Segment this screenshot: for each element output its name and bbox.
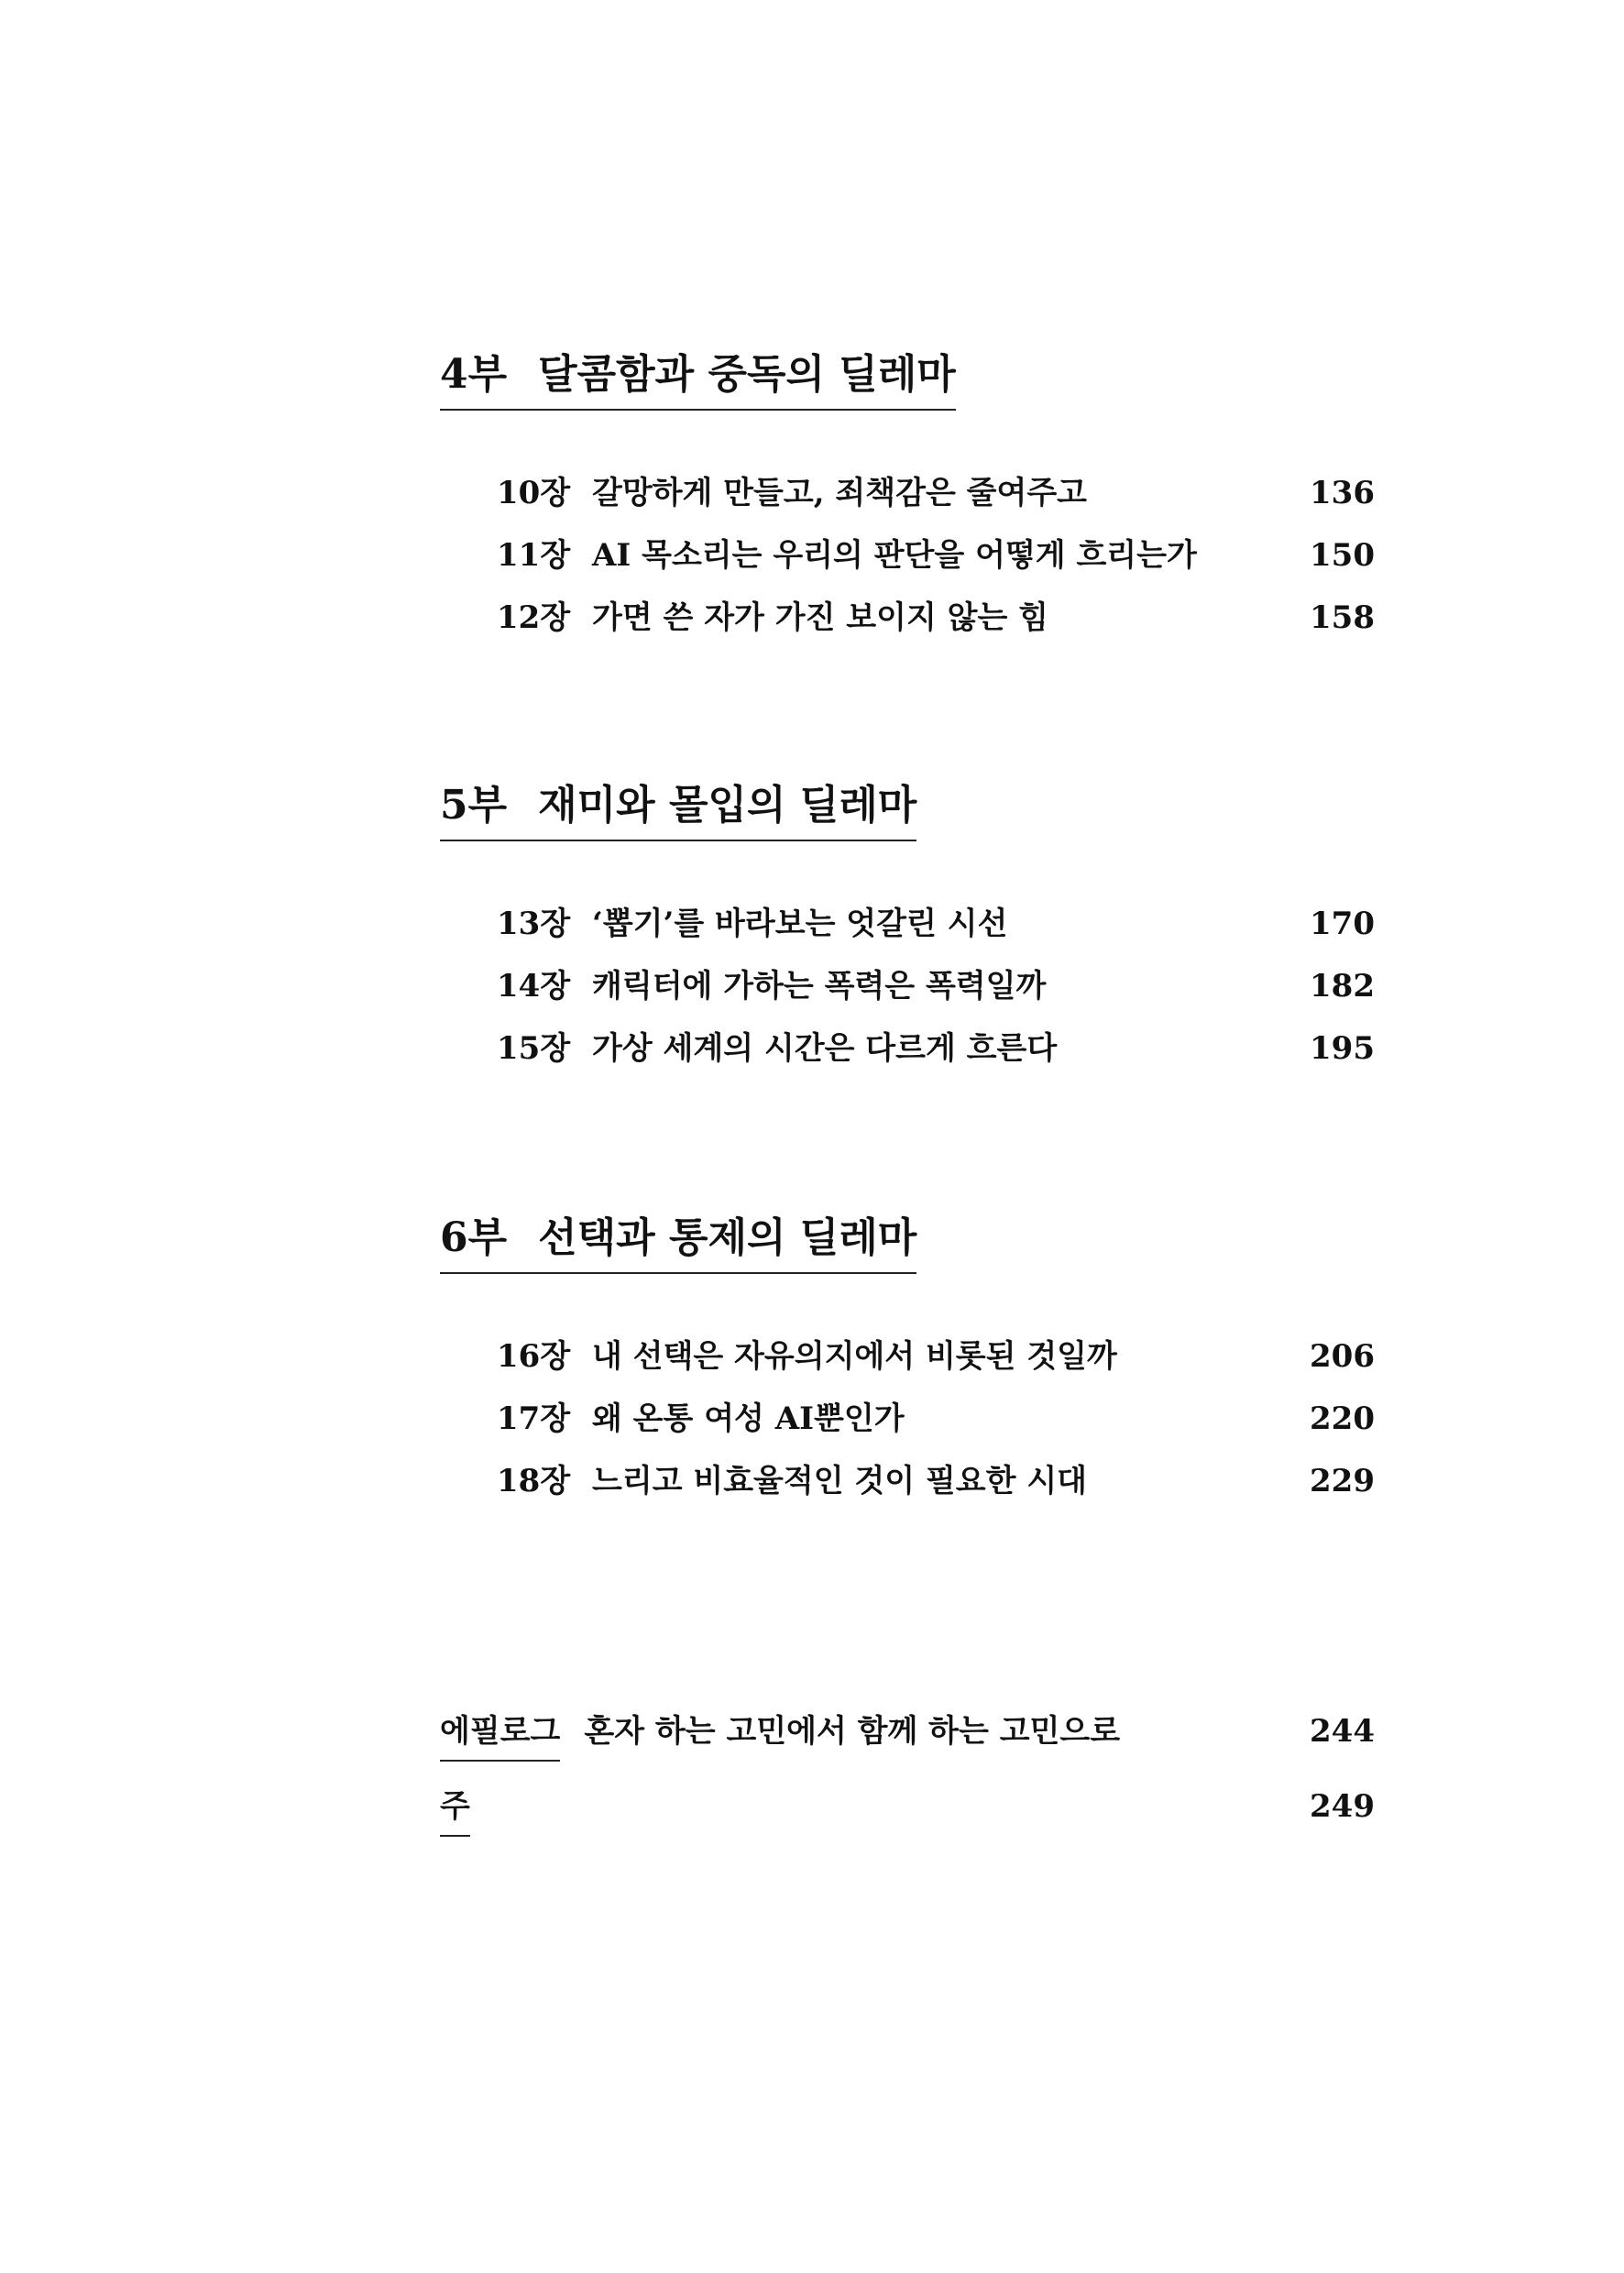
part-6-section [440, 1210, 1375, 1512]
chapter-list [440, 1325, 1375, 1512]
chapter-title: 왜 온통 여성 AI뿐인가 [592, 1400, 905, 1437]
chapter-title: 캐릭터에 가하는 폭력은 폭력일까 [592, 968, 1047, 1005]
chapter-number: 14장 [497, 968, 571, 1005]
chapter-entry[interactable] [497, 893, 1375, 955]
chapter-title: 가면 쓴 자가 가진 보이지 않는 힘 [592, 599, 1048, 636]
epilogue-title: 혼자 하는 고민에서 함께 하는 고민으로 [584, 1713, 1121, 1750]
chapter-title: ‘뽑기’를 바라보는 엇갈린 시선 [592, 906, 1008, 942]
chapter-list [440, 462, 1375, 649]
chapter-title: 갈망하게 만들고, 죄책감은 줄여주고 [592, 475, 1088, 511]
notes-entry[interactable] [440, 1782, 1375, 1837]
chapter-entry[interactable] [497, 462, 1375, 524]
part-title: 재미와 몰입의 딜레마 [538, 782, 917, 829]
chapter-entry[interactable] [497, 524, 1375, 587]
chapter-entry[interactable] [497, 1325, 1375, 1388]
part-number: 4부 [440, 351, 508, 398]
chapter-entry[interactable] [497, 1388, 1375, 1450]
chapter-title: AI 목소리는 우리의 판단을 어떻게 흐리는가 [592, 537, 1197, 574]
chapter-entry[interactable] [497, 1450, 1375, 1512]
epilogue-page-number: 244 [1310, 1713, 1375, 1750]
part-heading [440, 777, 916, 841]
chapter-number: 15장 [497, 1030, 571, 1067]
chapter-page-number: 206 [1310, 1338, 1375, 1375]
chapter-title: 내 선택은 자유의지에서 비롯된 것일까 [592, 1338, 1117, 1375]
epilogue-label: 에필로그 [440, 1707, 560, 1762]
chapter-page-number: 229 [1310, 1463, 1375, 1499]
part-number: 5부 [440, 782, 508, 829]
chapter-entry[interactable] [497, 955, 1375, 1017]
part-heading [440, 1210, 916, 1274]
part-title: 선택과 통제의 딜레마 [538, 1214, 917, 1261]
chapter-page-number: 136 [1310, 475, 1375, 511]
notes-page-number: 249 [1310, 1788, 1375, 1825]
part-4-section [440, 346, 1375, 649]
chapter-page-number: 195 [1310, 1030, 1375, 1067]
chapter-page-number: 150 [1310, 537, 1375, 574]
epilogue-entry[interactable] [440, 1707, 1375, 1762]
part-5-section [440, 777, 1375, 1080]
chapter-title: 가상 세계의 시간은 다르게 흐른다 [592, 1030, 1058, 1067]
back-matter-section [440, 1707, 1375, 1857]
chapter-number: 17장 [497, 1400, 571, 1437]
chapter-entry[interactable] [497, 1017, 1375, 1080]
chapter-number: 12장 [497, 599, 571, 636]
chapter-title: 느리고 비효율적인 것이 필요한 시대 [592, 1463, 1088, 1499]
chapter-number: 10장 [497, 475, 571, 511]
chapter-number: 13장 [497, 906, 571, 942]
chapter-entry[interactable] [497, 587, 1375, 649]
notes-label: 주 [440, 1782, 470, 1837]
chapter-page-number: 158 [1310, 599, 1375, 636]
chapter-list [440, 893, 1375, 1080]
chapter-page-number: 182 [1310, 968, 1375, 1005]
chapter-page-number: 170 [1310, 906, 1375, 942]
part-title: 달콤함과 중독의 딜레마 [538, 351, 956, 398]
chapter-number: 16장 [497, 1338, 571, 1375]
chapter-number: 18장 [497, 1463, 571, 1499]
chapter-page-number: 220 [1310, 1400, 1375, 1437]
part-number: 6부 [440, 1214, 508, 1261]
part-heading [440, 346, 956, 411]
chapter-number: 11장 [497, 537, 571, 574]
